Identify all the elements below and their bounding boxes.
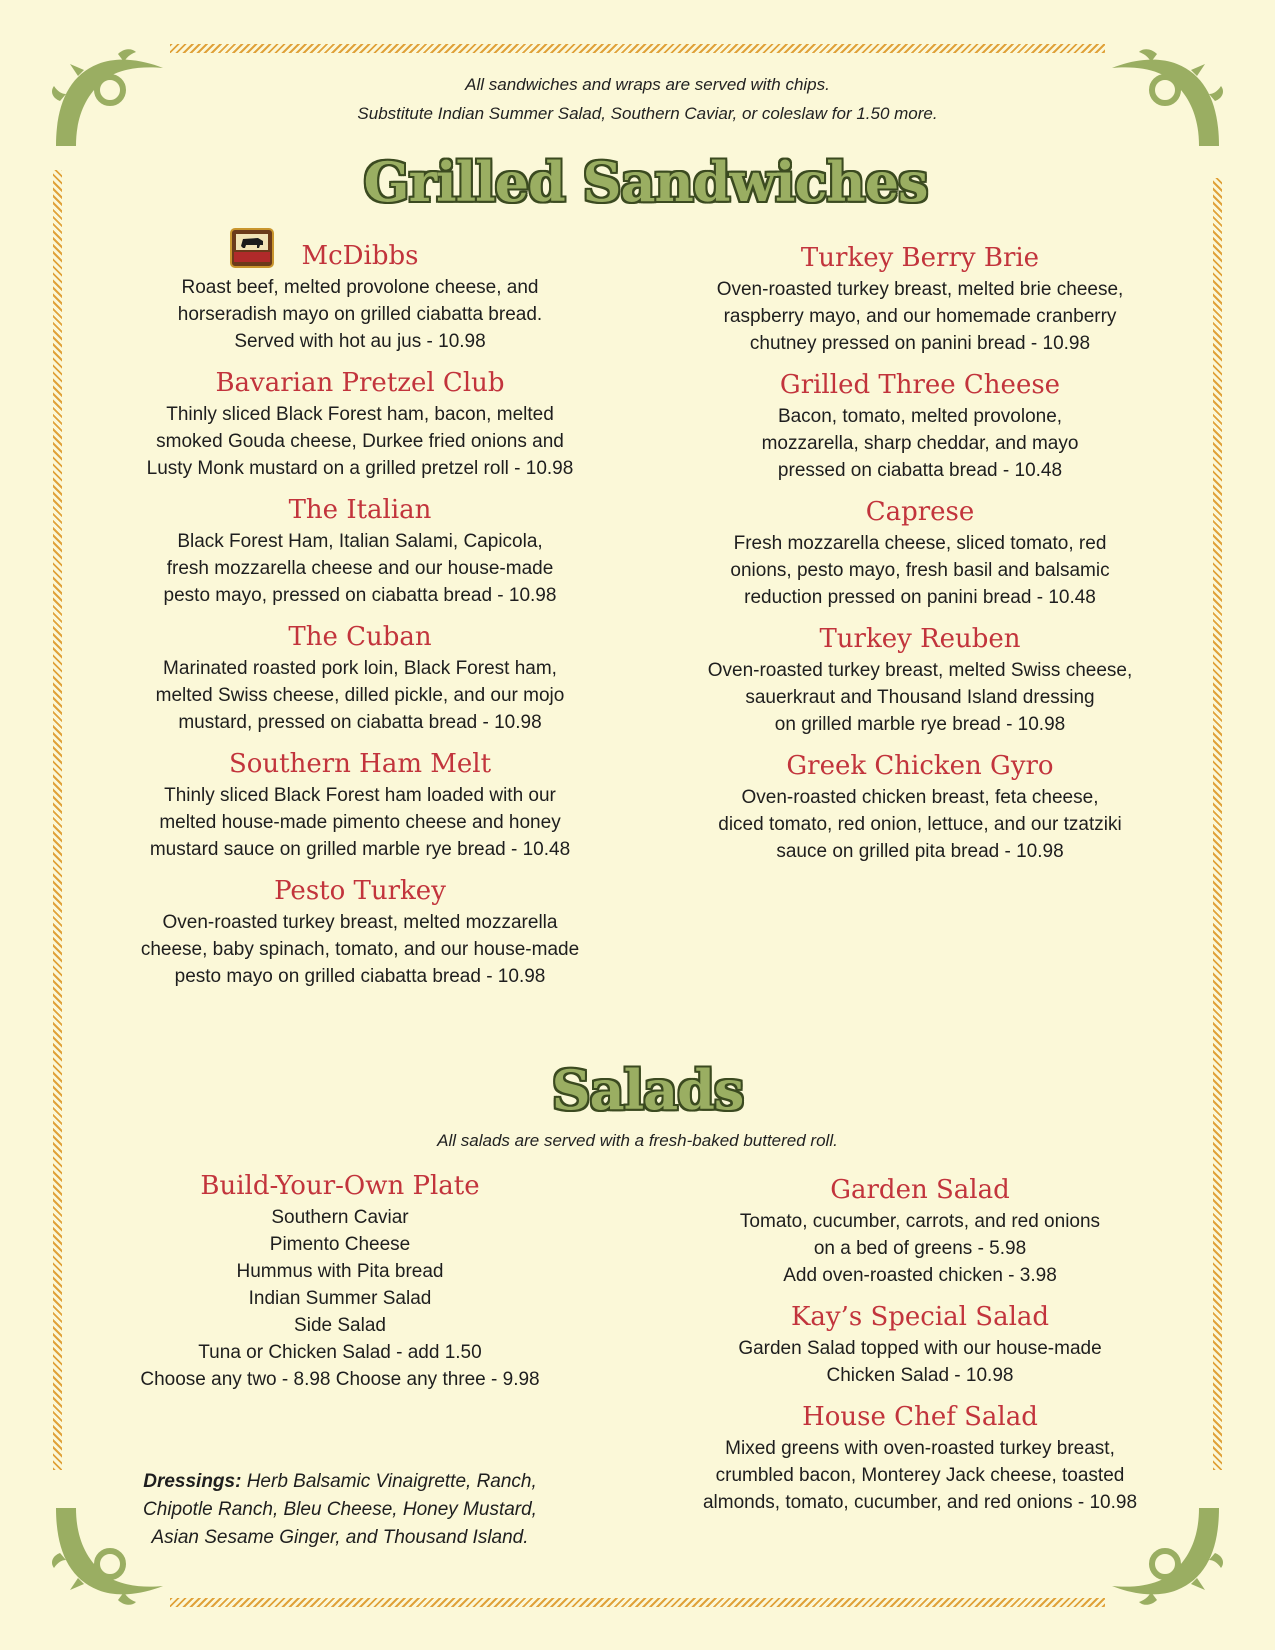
menu-item [110, 873, 610, 990]
dressings-note [110, 1468, 570, 1552]
salads-title: Salads [551, 1058, 744, 1122]
sandwiches-left-column [110, 238, 610, 990]
item-description: Roast beef, melted provolone cheese, and horseradish mayo on grilled ciabatta bread. Served with hot au jus - 10.98 [177, 277, 543, 352]
menu-item [660, 494, 1180, 611]
sandwiches-right-column [660, 240, 1180, 865]
menu-item [660, 240, 1180, 357]
item-name: Turkey Reuben [819, 624, 1021, 654]
item-name: Caprese [865, 497, 975, 527]
item-description: Oven-roasted chicken breast, feta cheese, diced tomato, red onion, lettuce, and our tzatziki sauce on grilled pita bread - 10.98 [718, 787, 1122, 862]
menu-item [660, 1299, 1180, 1389]
item-name: Pesto Turkey [274, 876, 446, 906]
menu-item [660, 748, 1180, 865]
item-description: Fresh mozzarella cheese, sliced tomato, red onions, pesto mayo, fresh basil and balsamic reduction pressed on panini bread - 10.48 [730, 533, 1110, 608]
item-name: Turkey Berry Brie [800, 243, 1040, 273]
menu-item [110, 619, 610, 736]
item-name: Build-Your-Own Plate [200, 1171, 480, 1201]
item-name: Southern Ham Melt [228, 749, 492, 779]
dressings-text: Herb Balsamic Vinaigrette, Ranch, Chipotle Ranch, Bleu Cheese, Honey Mustard, Asian Sesame Ginger, and Thousand Island. [143, 1471, 537, 1548]
item-name: McDibbs [301, 241, 419, 271]
menu-item [660, 1172, 1180, 1289]
item-name: Greek Chicken Gyro [786, 751, 1054, 781]
item-name: The Cuban [288, 622, 432, 652]
item-description: Thinly sliced Black Forest ham loaded with our melted house-made pimento cheese and honey mustard sauce on grilled marble rye bread - 10.48 [149, 785, 571, 860]
item-name: Kay’s Special Salad [790, 1302, 1050, 1332]
item-description: Thinly sliced Black Forest ham, bacon, melted smoked Gouda cheese, Durkee fried onions and Lusty Monk mustard on a grilled pretzel roll - 10.98 [146, 404, 574, 479]
top-border [170, 44, 1105, 53]
sandwiches-title: Grilled Sandwiches [363, 150, 928, 214]
item-description: Marinated roasted pork loin, Black Forest ham, melted Swiss cheese, dilled pickle, and our mojo mustard, pressed on ciabatta bread - 10.98 [155, 658, 565, 733]
menu-item [110, 238, 610, 355]
item-description: Oven-roasted turkey breast, melted Swiss cheese, sauerkraut and Thousand Island dressing on grilled marble rye bread - 10.98 [707, 660, 1133, 735]
intro-line-1: All sandwiches and wraps are served with chips. [465, 75, 830, 94]
salads-right-column [660, 1172, 1180, 1516]
item-name: Garden Salad [830, 1175, 1010, 1205]
item-description: Bacon, tomato, melted provolone, mozzarella, sharp cheddar, and mayo pressed on ciabatta bread - 10.48 [761, 406, 1079, 481]
right-border [1213, 178, 1222, 1470]
item-description: Mixed greens with oven-roasted turkey breast, crumbled bacon, Monterey Jack cheese, toasted almonds, tomato, cucumber, and red onions - 10.98 [702, 1438, 1138, 1513]
item-name: House Chef Salad [802, 1402, 1038, 1432]
menu-item [110, 492, 610, 609]
item-description: Garden Salad topped with our house-made Chicken Salad - 10.98 [738, 1338, 1102, 1386]
item-description: Oven-roasted turkey breast, melted mozzarella cheese, baby spinach, tomato, and our house-made pesto mayo on grilled ciabatta bread - 10.98 [140, 912, 580, 987]
salads-note: All salads are served with a fresh-baked buttered roll. [437, 1131, 838, 1150]
menu-item [660, 621, 1180, 738]
menu-item [110, 365, 610, 482]
menu-item [100, 1168, 580, 1393]
menu-item [660, 1399, 1180, 1516]
item-description: Black Forest Ham, Italian Salami, Capicola, fresh mozzarella cheese and our house-made pesto mayo, pressed on ciabatta bread - 10.98 [163, 531, 557, 606]
item-description: Oven-roasted turkey breast, melted brie cheese, raspberry mayo, and our homemade cranberry chutney pressed on panini bread - 10.98 [716, 279, 1124, 354]
item-description: Southern Caviar Pimento Cheese Hummus with Pita bread Indian Summer Salad Side Salad Tuna or Chicken Salad - add 1.50 Choose any two - 8.98 Choose any three - 9.98 [140, 1207, 540, 1390]
item-description: Tomato, cucumber, carrots, and red onions on a bed of greens - 5.98 Add oven-roasted chicken - 3.98 [739, 1211, 1101, 1286]
intro-line-2: Substitute Indian Summer Salad, Southern Caviar, or coleslaw for 1.50 more. [357, 104, 938, 123]
dressings-label: Dressings: [143, 1471, 242, 1492]
intro-note [10, 70, 1275, 128]
item-name: Grilled Three Cheese [779, 370, 1061, 400]
left-border [53, 170, 62, 1470]
menu-item [110, 746, 610, 863]
bottom-border [170, 1598, 1105, 1607]
salads-left-column [100, 1168, 580, 1393]
menu-item [660, 367, 1180, 484]
item-name: Bavarian Pretzel Club [215, 368, 505, 398]
item-name: The Italian [288, 495, 432, 525]
